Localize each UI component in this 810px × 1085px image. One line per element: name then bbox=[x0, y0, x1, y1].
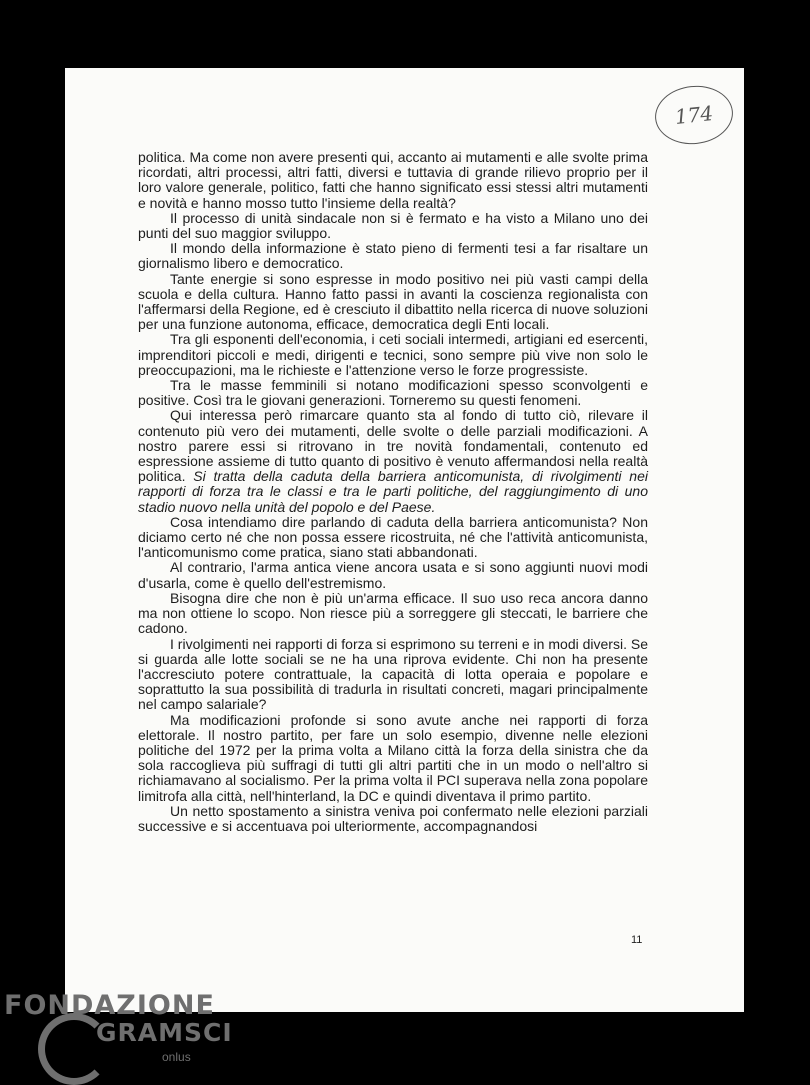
paragraph: Bisogna dire che non è più un'arma efficace. Il suo uso reca ancora danno ma non ottiene lo scopo. Non riesce più a sorreggere gli steccati, le barriere che cadono. bbox=[138, 589, 648, 637]
paragraph: Tra gli esponenti dell'economia, i ceti sociali intermedi, artigiani ed esercenti, imprenditori piccoli e medi, dirigenti e tecnici, sono sempre più vive non solo le preoccupazioni, ma le richieste e l'attenzione verso le forze progressiste. bbox=[138, 331, 648, 378]
body-text bbox=[138, 150, 648, 834]
document-page bbox=[65, 68, 744, 1012]
paragraph: Il processo di unità sindacale non si è fermato e ha visto a Milano uno dei punti del suo maggior sviluppo. bbox=[138, 209, 648, 242]
paragraph: I rivolgimenti nei rapporti di forza si esprimono su terreni e in modi diversi. Se si guarda alle lotte sociali se ne ha una riprova evidente. Chi non ha presente l'accresciuto potere contrattuale, la capacità di lotta operaia e popolare e soprattutto la sua possibilità di tradurla in risultati concreti, magari principalmente nel campo salariale? bbox=[138, 635, 648, 713]
paragraph-italic-part: Si tratta della caduta della barriera anticomunista, di rivolgimenti nei rapporti di forza tra le classi e tra le parti politiche, del raggiungimento di uno stadio nuovo nella unità del popolo e del Paese. bbox=[138, 468, 648, 515]
paragraph: Ma modificazioni profonde si sono avute anche nei rapporti di forza elettorale. Il nostro partito, per fare un solo esempio, divenne nelle elezioni politiche del 1972 per la prima volta a Milano città la forza della sinistra che da sola raccoglieva più suffragi di tutti gli altri partiti che in un modo o nell'altro si richiamavano al socialismo. Per la prima volta il PCI superava nella zona popolare limitrofa alla città, nell'hinterland, la DC e quindi diventava il primo partito. bbox=[138, 711, 648, 804]
paragraph: Tante energie si sono espresse in modo positivo nei più vasti campi della scuola e della cultura. Hanno fatto passi in avanti la coscienza regionalista con l'affermarsi della Regione, ed è cresciuto il dibattito nella ricerca di nuove soluzioni per una funzione autonoma, efficace, democratica degli Enti locali. bbox=[138, 270, 648, 333]
watermark-logo bbox=[0, 980, 240, 1080]
paragraph-plain-part: Qui interessa però rimarcare quanto sta al fondo di tutto ciò, rilevare il contenuto più vero dei mutamenti, delle svolte o delle parziali modificazioni. A nostro parere essi si ritrovano in tre novità fondamentali, contenuto ed espressione assieme di tutto quanto di positivo è venuto affermandosi nella realtà politica. bbox=[138, 407, 648, 485]
paragraph: politica. Ma come non avere presenti qui, accanto ai mutamenti e alle svolte prima ricordati, altri processi, altri fatti, diversi e tuttavia di grande rilievo proprio per il loro valore generale, politico, fatti che hanno significato essi stessi altri mutamenti e novità e hanno mosso tutto l'insieme della realtà? bbox=[138, 149, 648, 211]
archive-stamp: 174 bbox=[652, 82, 736, 148]
watermark-line3: onlus bbox=[162, 1050, 191, 1064]
paragraph: Cosa intendiamo dire parlando di caduta della barriera anticomunista? Non diciamo certo né che non possa essere ricostruita, né che l'attività anticomunista, l'anticomunismo come pratica, siano stati abbandonati. bbox=[138, 513, 648, 561]
paragraph: Il mondo della informazione è stato pieno di fermenti tesi a far risaltare un giornalismo libero e democratico. bbox=[138, 240, 648, 272]
paragraph: Un netto spostamento a sinistra veniva poi confermato nelle elezioni parziali successive e si accentuava poi ulteriormente, accompagnandosi bbox=[138, 802, 648, 834]
paragraph: Tra le masse femminili si notano modificazioni spesso sconvolgenti e positive. Così tra le giovani generazioni. Torneremo su questi fenomeni. bbox=[138, 377, 648, 409]
watermark-line1: FONDAZIONE bbox=[4, 990, 215, 1021]
page-number: 11 bbox=[631, 934, 643, 946]
paragraph: Al contrario, l'arma antica viene ancora usata e si sono aggiunti nuovi modi d'usarla, come è quello dell'estremismo. bbox=[138, 559, 648, 591]
paragraph-mixed bbox=[138, 408, 648, 514]
watermark-line2: GRAMSCI bbox=[96, 1018, 233, 1047]
